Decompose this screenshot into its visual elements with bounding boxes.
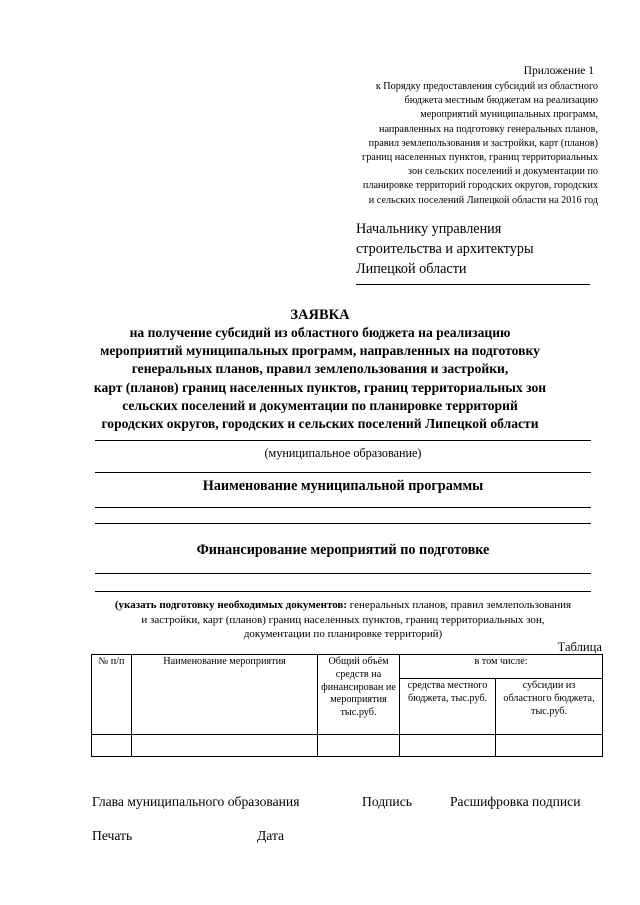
documents-note-bold: (указать подготовку необходимых документов:	[114, 599, 348, 611]
application-subtitle-line: на получение субсидий из областного бюджета на реализацию	[129, 325, 511, 340]
appendix-line: зон сельских поселений и документации по	[407, 166, 598, 178]
appendix-line: планировке территорий городских округов, городских	[362, 180, 598, 192]
application-heading: ЗАЯВКА	[290, 307, 350, 323]
municipality-field-line[interactable]	[95, 440, 591, 441]
financing-field-line[interactable]	[95, 573, 591, 574]
table-cell[interactable]	[400, 735, 496, 757]
header-cell-including: в том числе:	[400, 655, 603, 679]
table-label: Таблица	[557, 640, 602, 654]
appendix-line: направленных на подготовку генеральных планов,	[379, 123, 598, 135]
application-subtitle-line: генеральных планов, правил землепользования и застройки,	[131, 361, 509, 377]
header-cell-total: Общий объём средств на финансирован ие мероприятия тыс.руб.	[318, 655, 400, 735]
appendix-line: мероприятий муниципальных программ,	[420, 109, 598, 121]
appendix-text	[298, 80, 598, 208]
appendix-line: бюджета местным бюджетам на реализацию	[404, 95, 598, 107]
program-field-line[interactable]	[95, 507, 591, 508]
table-cell[interactable]	[496, 735, 603, 757]
application-subtitle-line: карт (планов) границ населенных пунктов, границ территориальных зон	[93, 379, 547, 395]
appendix-line: и сельских поселений Липецкой области на 2016 год	[368, 194, 598, 206]
application-subtitle-line: мероприятий муниципальных программ, направленных на подготовку	[100, 343, 540, 359]
application-subtitle	[70, 324, 570, 433]
program-title: Наименование муниципальной программы	[202, 478, 484, 494]
header-cell-local-budget: средства местного бюджета, тыс.руб.	[400, 679, 496, 735]
table-cell[interactable]	[92, 735, 132, 757]
program-field-line[interactable]	[95, 523, 591, 524]
financing-title: Финансирование мероприятий по подготовке	[196, 542, 490, 558]
addressee-signature-line[interactable]	[356, 284, 590, 285]
table-cell[interactable]	[318, 735, 400, 757]
appendix-header	[298, 64, 598, 208]
header-cell-name: Наименование мероприятия	[132, 655, 318, 735]
application-subtitle-line: городских округов, городских и сельских поселений Липецкой области	[101, 416, 539, 432]
stamp-label: Печать	[92, 828, 133, 843]
signature-sign-label: Подпись	[362, 794, 412, 809]
addressee-block	[356, 219, 534, 279]
date-label: Дата	[257, 828, 285, 843]
signature-head-label: Глава муниципального образования	[92, 794, 300, 809]
addressee-line: Липецкой области	[356, 261, 467, 277]
table-cell[interactable]	[132, 735, 318, 757]
header-cell-regional-subsidy: субсидии из областного бюджета, тыс.руб.	[496, 679, 603, 735]
appendix-line: к Порядку предоставления субсидий из областного	[375, 81, 598, 92]
documents-note-text: и застройки, карт (планов) границ населенных пунктов, границ территориальных зон,	[141, 613, 545, 626]
blank-field-line[interactable]	[95, 472, 591, 473]
application-subtitle-line: сельских поселений и документации по планировке территорий	[122, 397, 518, 413]
header-cell-number: № п/п	[92, 655, 132, 735]
addressee-line: Начальнику управления	[356, 221, 502, 237]
financing-field-line[interactable]	[95, 591, 591, 592]
appendix-title: Приложение 1	[523, 65, 594, 77]
addressee-line: строительства и архитектуры	[356, 241, 534, 257]
appendix-line: правил землепользования и застройки, карт (планов)	[368, 137, 598, 149]
documents-note	[93, 598, 593, 642]
documents-note-text: генеральных планов, правил землепользования	[347, 599, 572, 611]
measures-table	[91, 654, 603, 757]
appendix-line: границ населенных пунктов, границ территориальных	[362, 152, 598, 164]
application-title	[70, 306, 570, 433]
documents-note-text: документации по планировке территорий)	[243, 628, 443, 641]
municipality-caption: (муниципальное образование)	[264, 446, 422, 460]
signature-decode-label: Расшифровка подписи	[450, 794, 581, 809]
